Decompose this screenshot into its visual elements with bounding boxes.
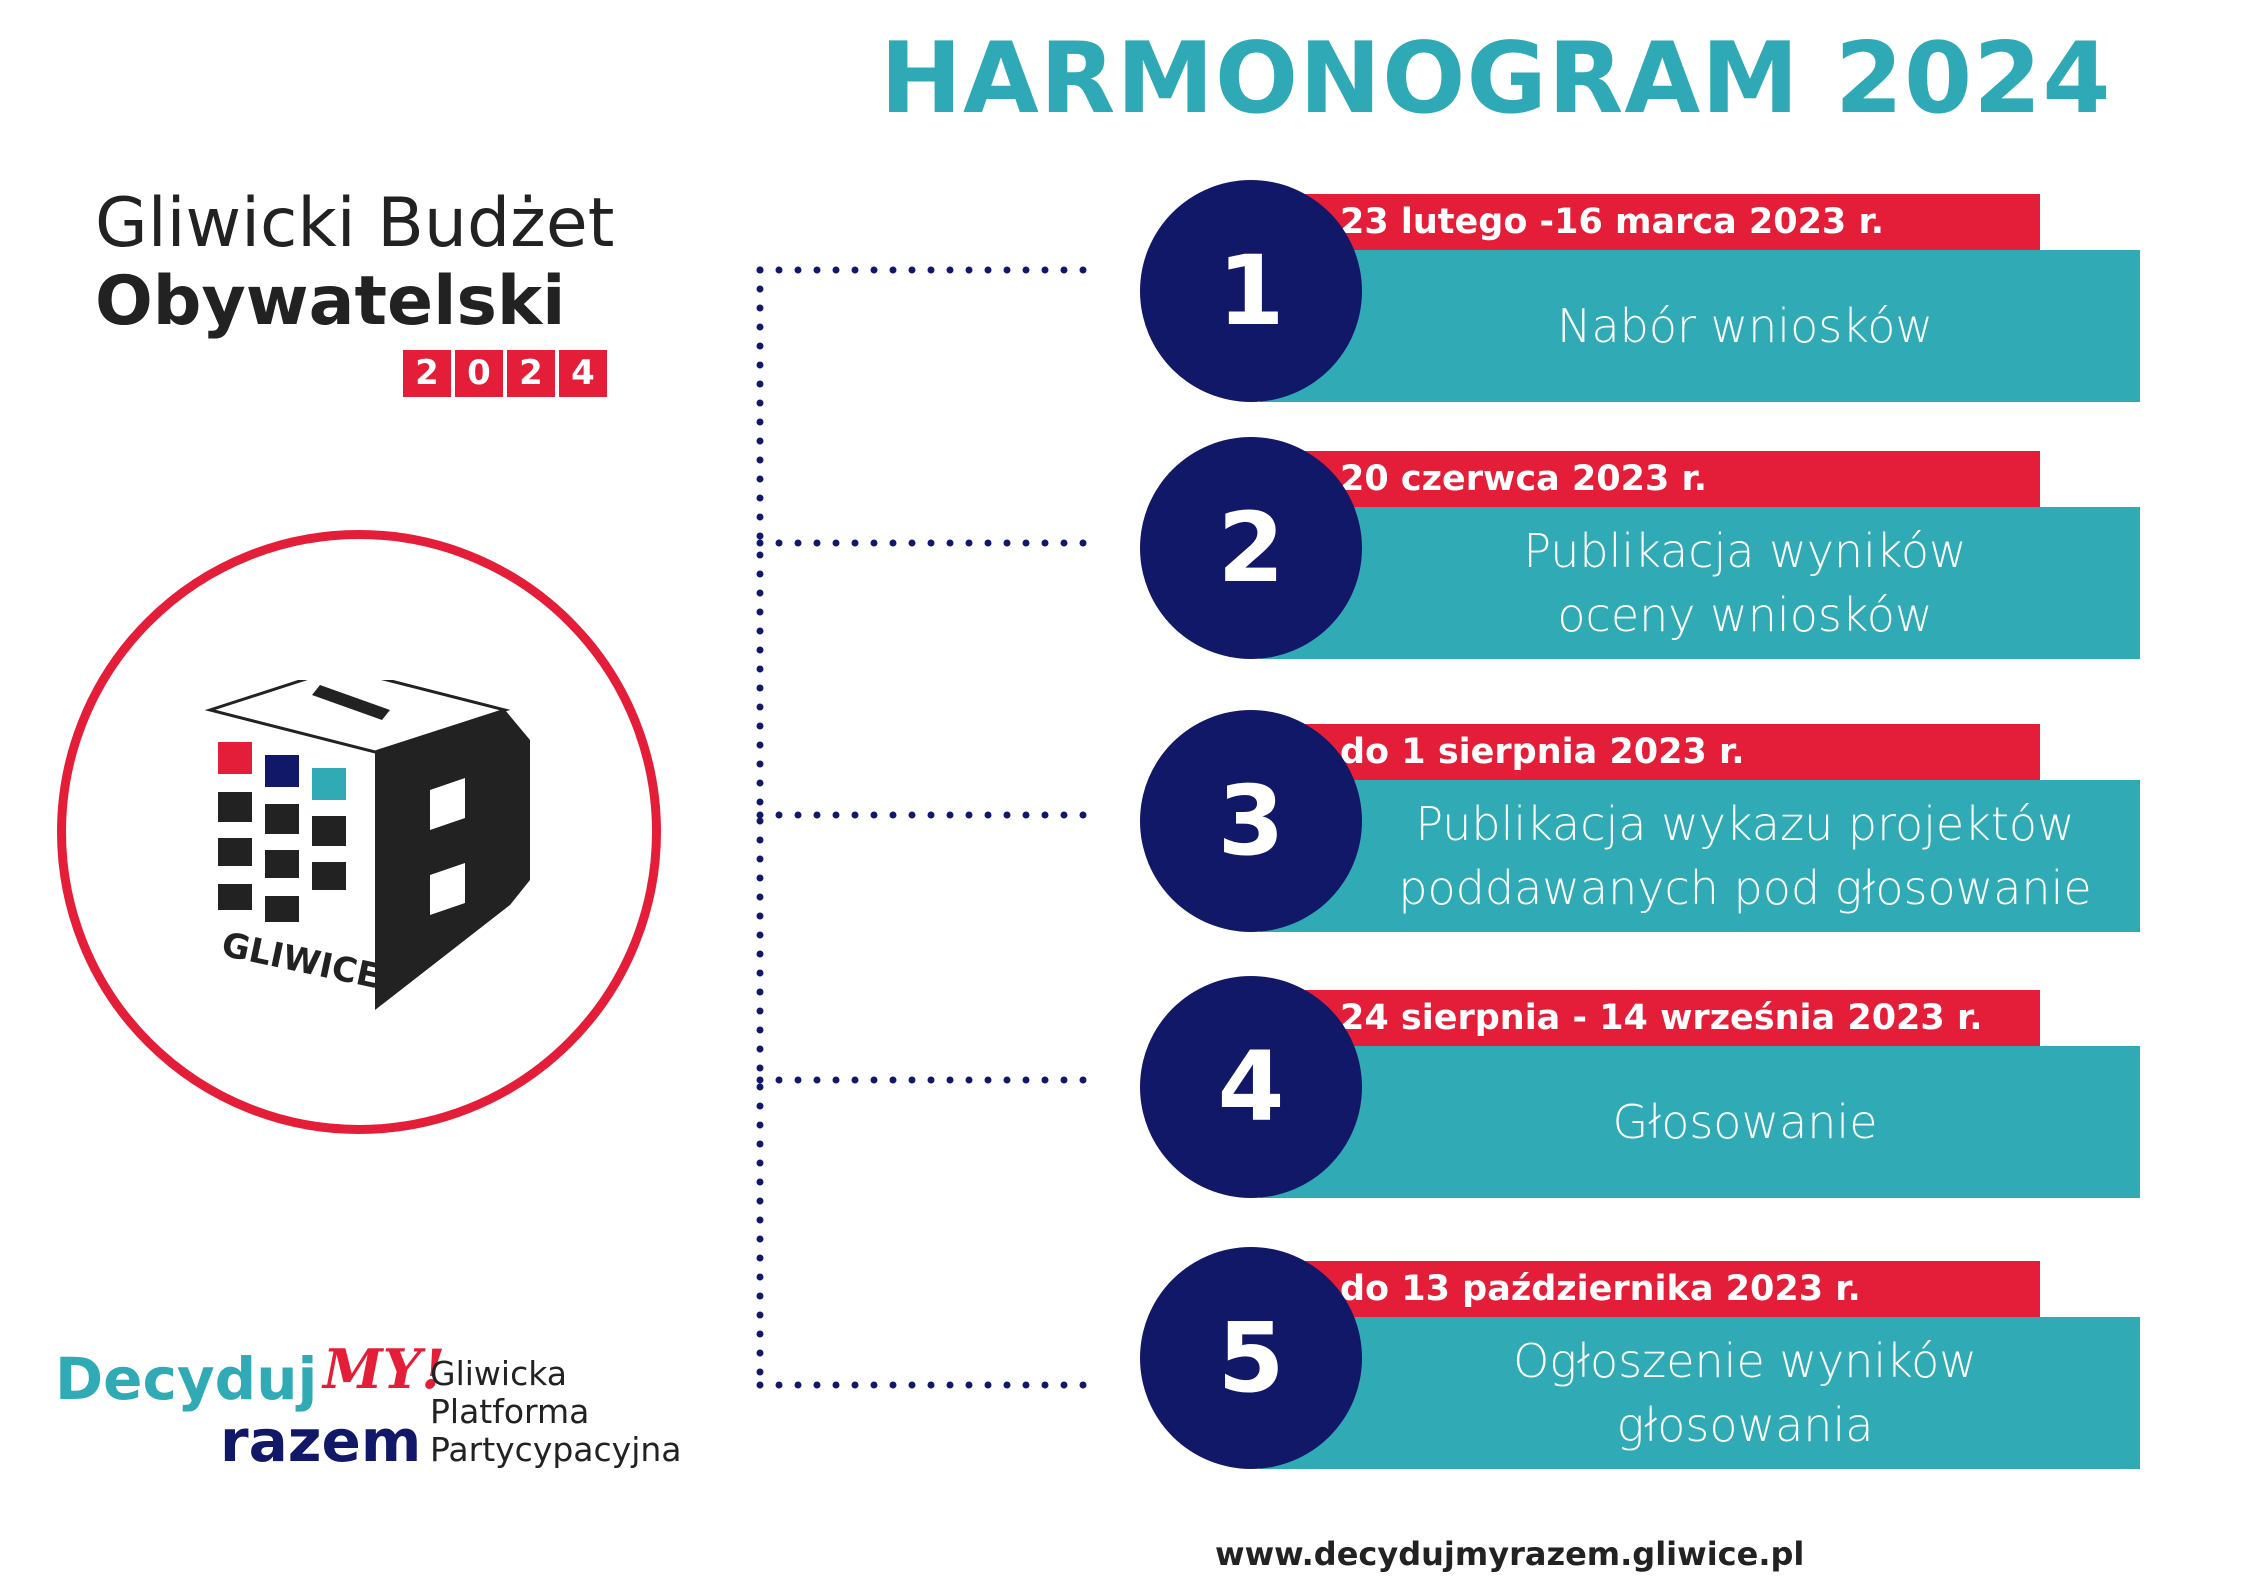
step-description bbox=[1260, 1317, 2140, 1469]
step-description bbox=[1260, 1046, 2140, 1198]
step-date: 23 lutego -16 marca 2023 r. bbox=[1290, 194, 2040, 250]
website-url: www.decydujmyrazem.gliwice.pl bbox=[1215, 1535, 1805, 1573]
step-line: głosowania bbox=[1616, 1398, 1874, 1452]
step-line: Publikacja wykazu projektów bbox=[1415, 797, 2075, 851]
step-date: do 13 października 2023 r. bbox=[1290, 1261, 2040, 1317]
logo-line: Gliwicka bbox=[430, 1354, 567, 1393]
step-date: 20 czerwca 2023 r. bbox=[1290, 451, 2040, 507]
year-digit: 2 bbox=[507, 350, 555, 397]
step-4 bbox=[1140, 976, 2150, 1201]
year-digit: 4 bbox=[559, 350, 607, 397]
step-3 bbox=[1140, 710, 2150, 935]
step-number: 1 bbox=[1140, 180, 1362, 402]
step-number: 4 bbox=[1140, 976, 1362, 1198]
step-line: oceny wniosków bbox=[1557, 588, 1933, 642]
logo-my: MY! bbox=[323, 1337, 446, 1401]
logo-platform-text bbox=[430, 1355, 682, 1469]
brand-line-2: Obywatelski bbox=[95, 262, 566, 341]
step-description bbox=[1260, 507, 2140, 659]
step-1 bbox=[1140, 180, 2150, 405]
logo-text: GLIWICE bbox=[218, 924, 384, 998]
step-description bbox=[1260, 250, 2140, 402]
step-line: Ogłoszenie wyników bbox=[1513, 1334, 1977, 1388]
step-line: Nabór wniosków bbox=[1557, 299, 1933, 353]
step-description bbox=[1260, 780, 2140, 932]
step-number: 3 bbox=[1140, 710, 1362, 932]
page-title: HARMONOGRAM 2024 bbox=[880, 22, 2112, 136]
step-line: Publikacja wyników bbox=[1523, 524, 1967, 578]
step-5 bbox=[1140, 1247, 2150, 1472]
logo-line: Partycypacyjna bbox=[430, 1430, 682, 1469]
brand-line-1: Gliwicki Budżet bbox=[95, 184, 615, 263]
step-date: do 1 sierpnia 2023 r. bbox=[1290, 724, 2040, 780]
step-line: Głosowanie bbox=[1612, 1095, 1878, 1149]
logo-line: Platforma bbox=[430, 1392, 590, 1431]
step-number: 2 bbox=[1140, 437, 1362, 659]
step-line: poddawanych pod głosowanie bbox=[1398, 861, 2092, 915]
step-number: 5 bbox=[1140, 1247, 1362, 1469]
logo-decyduj: Decyduj bbox=[55, 1345, 318, 1413]
logo-razem: razem bbox=[220, 1407, 422, 1475]
year-digit: 2 bbox=[403, 350, 451, 397]
step-2 bbox=[1140, 437, 2150, 662]
step-date: 24 sierpnia - 14 września 2023 r. bbox=[1290, 990, 2040, 1046]
year-digit: 0 bbox=[455, 350, 503, 397]
